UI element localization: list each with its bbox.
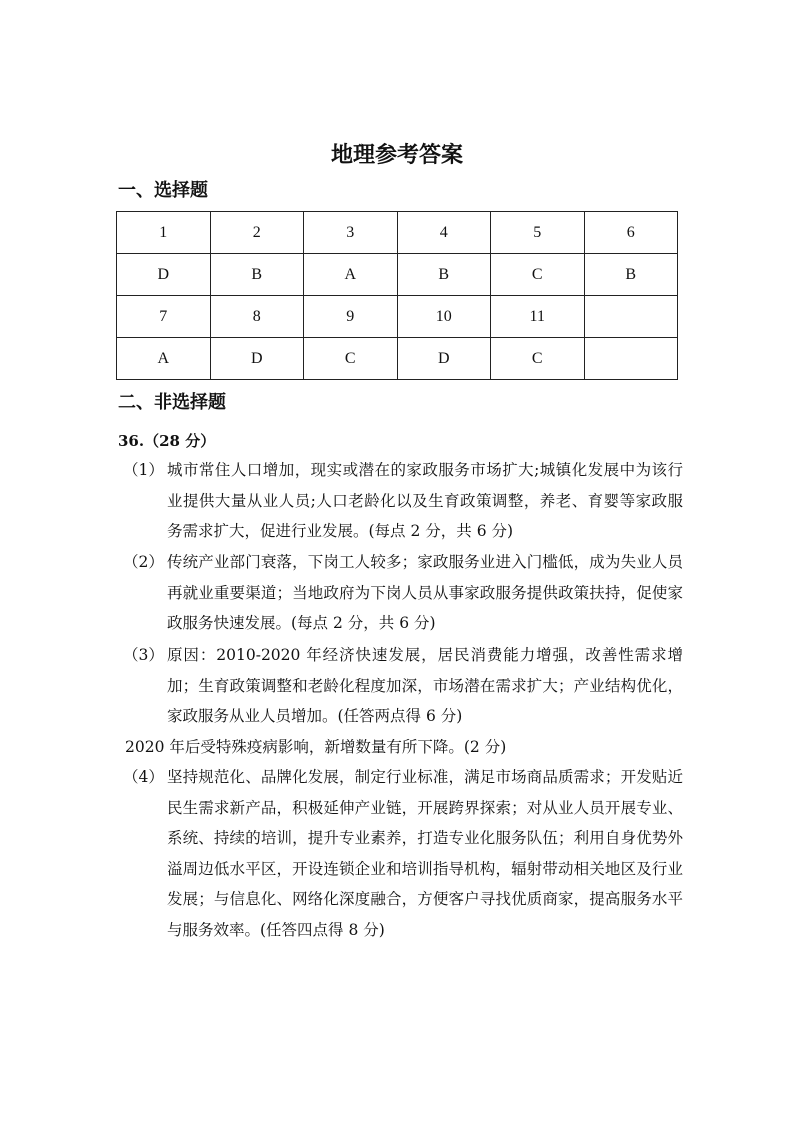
- table-row: [117, 254, 678, 296]
- answer-item: [123, 762, 683, 945]
- answer-number: （4）: [123, 768, 164, 786]
- table-cell: 7: [117, 296, 211, 338]
- table-cell: 9: [304, 296, 398, 338]
- table-cell: B: [397, 254, 491, 296]
- table-cell: 1: [117, 212, 211, 254]
- table-cell: B: [210, 254, 304, 296]
- table-cell: C: [491, 254, 585, 296]
- answer-number: （3）: [123, 646, 164, 664]
- table-row: [117, 296, 678, 338]
- table-cell: C: [304, 338, 398, 380]
- table-cell: 8: [210, 296, 304, 338]
- table-cell: D: [210, 338, 304, 380]
- table-cell: A: [304, 254, 398, 296]
- section-heading-multiple-choice: 一、选择题: [118, 180, 208, 201]
- table-cell: D: [117, 254, 211, 296]
- page-title: 地理参考答案: [330, 143, 463, 168]
- table-cell: B: [584, 254, 678, 296]
- table-cell: 6: [584, 212, 678, 254]
- table-row: [117, 212, 678, 254]
- table-row: [117, 338, 678, 380]
- answer-text: 城市常住人口增加，现实或潜在的家政服务市场扩大;城镇化发展中为该行业提供大量从业人员;人口老龄化以及生育政策调整，养老、育婴等家政服务需求扩大，促进行业发展。(每点 2 分，共 6 分): [167, 461, 683, 540]
- answer-number: （2）: [123, 553, 164, 571]
- table-cell: [584, 296, 678, 338]
- answer-number: （1）: [123, 461, 164, 479]
- table-cell: [584, 338, 678, 380]
- answer-text: 传统产业部门衰落，下岗工人较多；家政服务业进入门槛低，成为失业人员再就业重要渠道；当地政府为下岗人员从事家政服务提供政策扶持，促使家政服务快速发展。(每点 2 分，共 6 分): [167, 553, 683, 632]
- table-cell: C: [491, 338, 585, 380]
- table-cell: 3: [304, 212, 398, 254]
- table-cell: 5: [491, 212, 585, 254]
- section-heading-free-response: 二、非选择题: [118, 392, 226, 413]
- answer-text: 坚持规范化、品牌化发展，制定行业标准，满足市场商品质需求；开发贴近民生需求新产品，积极延伸产业链，开展跨界探索；对从业人员开展专业、系统、持续的培训，提升专业素养，打造专业化服务队伍；利用自身优势外溢周边低水平区，开设连锁企业和培训指导机构，辐射带动相关地区及行业发展；与信息化、网络化深度融合，方便客户寻找优质商家，提高服务水平与服务效率。(任答四点得 8 分): [167, 768, 683, 939]
- answer-item: [123, 547, 683, 639]
- table-cell: A: [117, 338, 211, 380]
- table-cell: 11: [491, 296, 585, 338]
- question-header: [118, 428, 215, 454]
- question-number: 36.: [118, 432, 145, 450]
- answer-table: [116, 211, 678, 380]
- table-cell: 10: [397, 296, 491, 338]
- question-score: （28 分）: [144, 432, 216, 450]
- table-cell: D: [397, 338, 491, 380]
- table-cell: 2: [210, 212, 304, 254]
- answer-extra-text: 2020 年后受特殊疫病影响，新增数量有所下降。(2 分): [125, 737, 507, 756]
- table-cell: 4: [397, 212, 491, 254]
- answer-item: [123, 640, 683, 762]
- answer-text: 原因：2010-2020 年经济快速发展，居民消费能力增强，改善性需求增加；生育政策调整和老龄化程度加深，市场潜在需求扩大；产业结构优化，家政服务从业人员增加。(任答两点得 6 分): [167, 646, 683, 725]
- answer-item: [123, 455, 683, 547]
